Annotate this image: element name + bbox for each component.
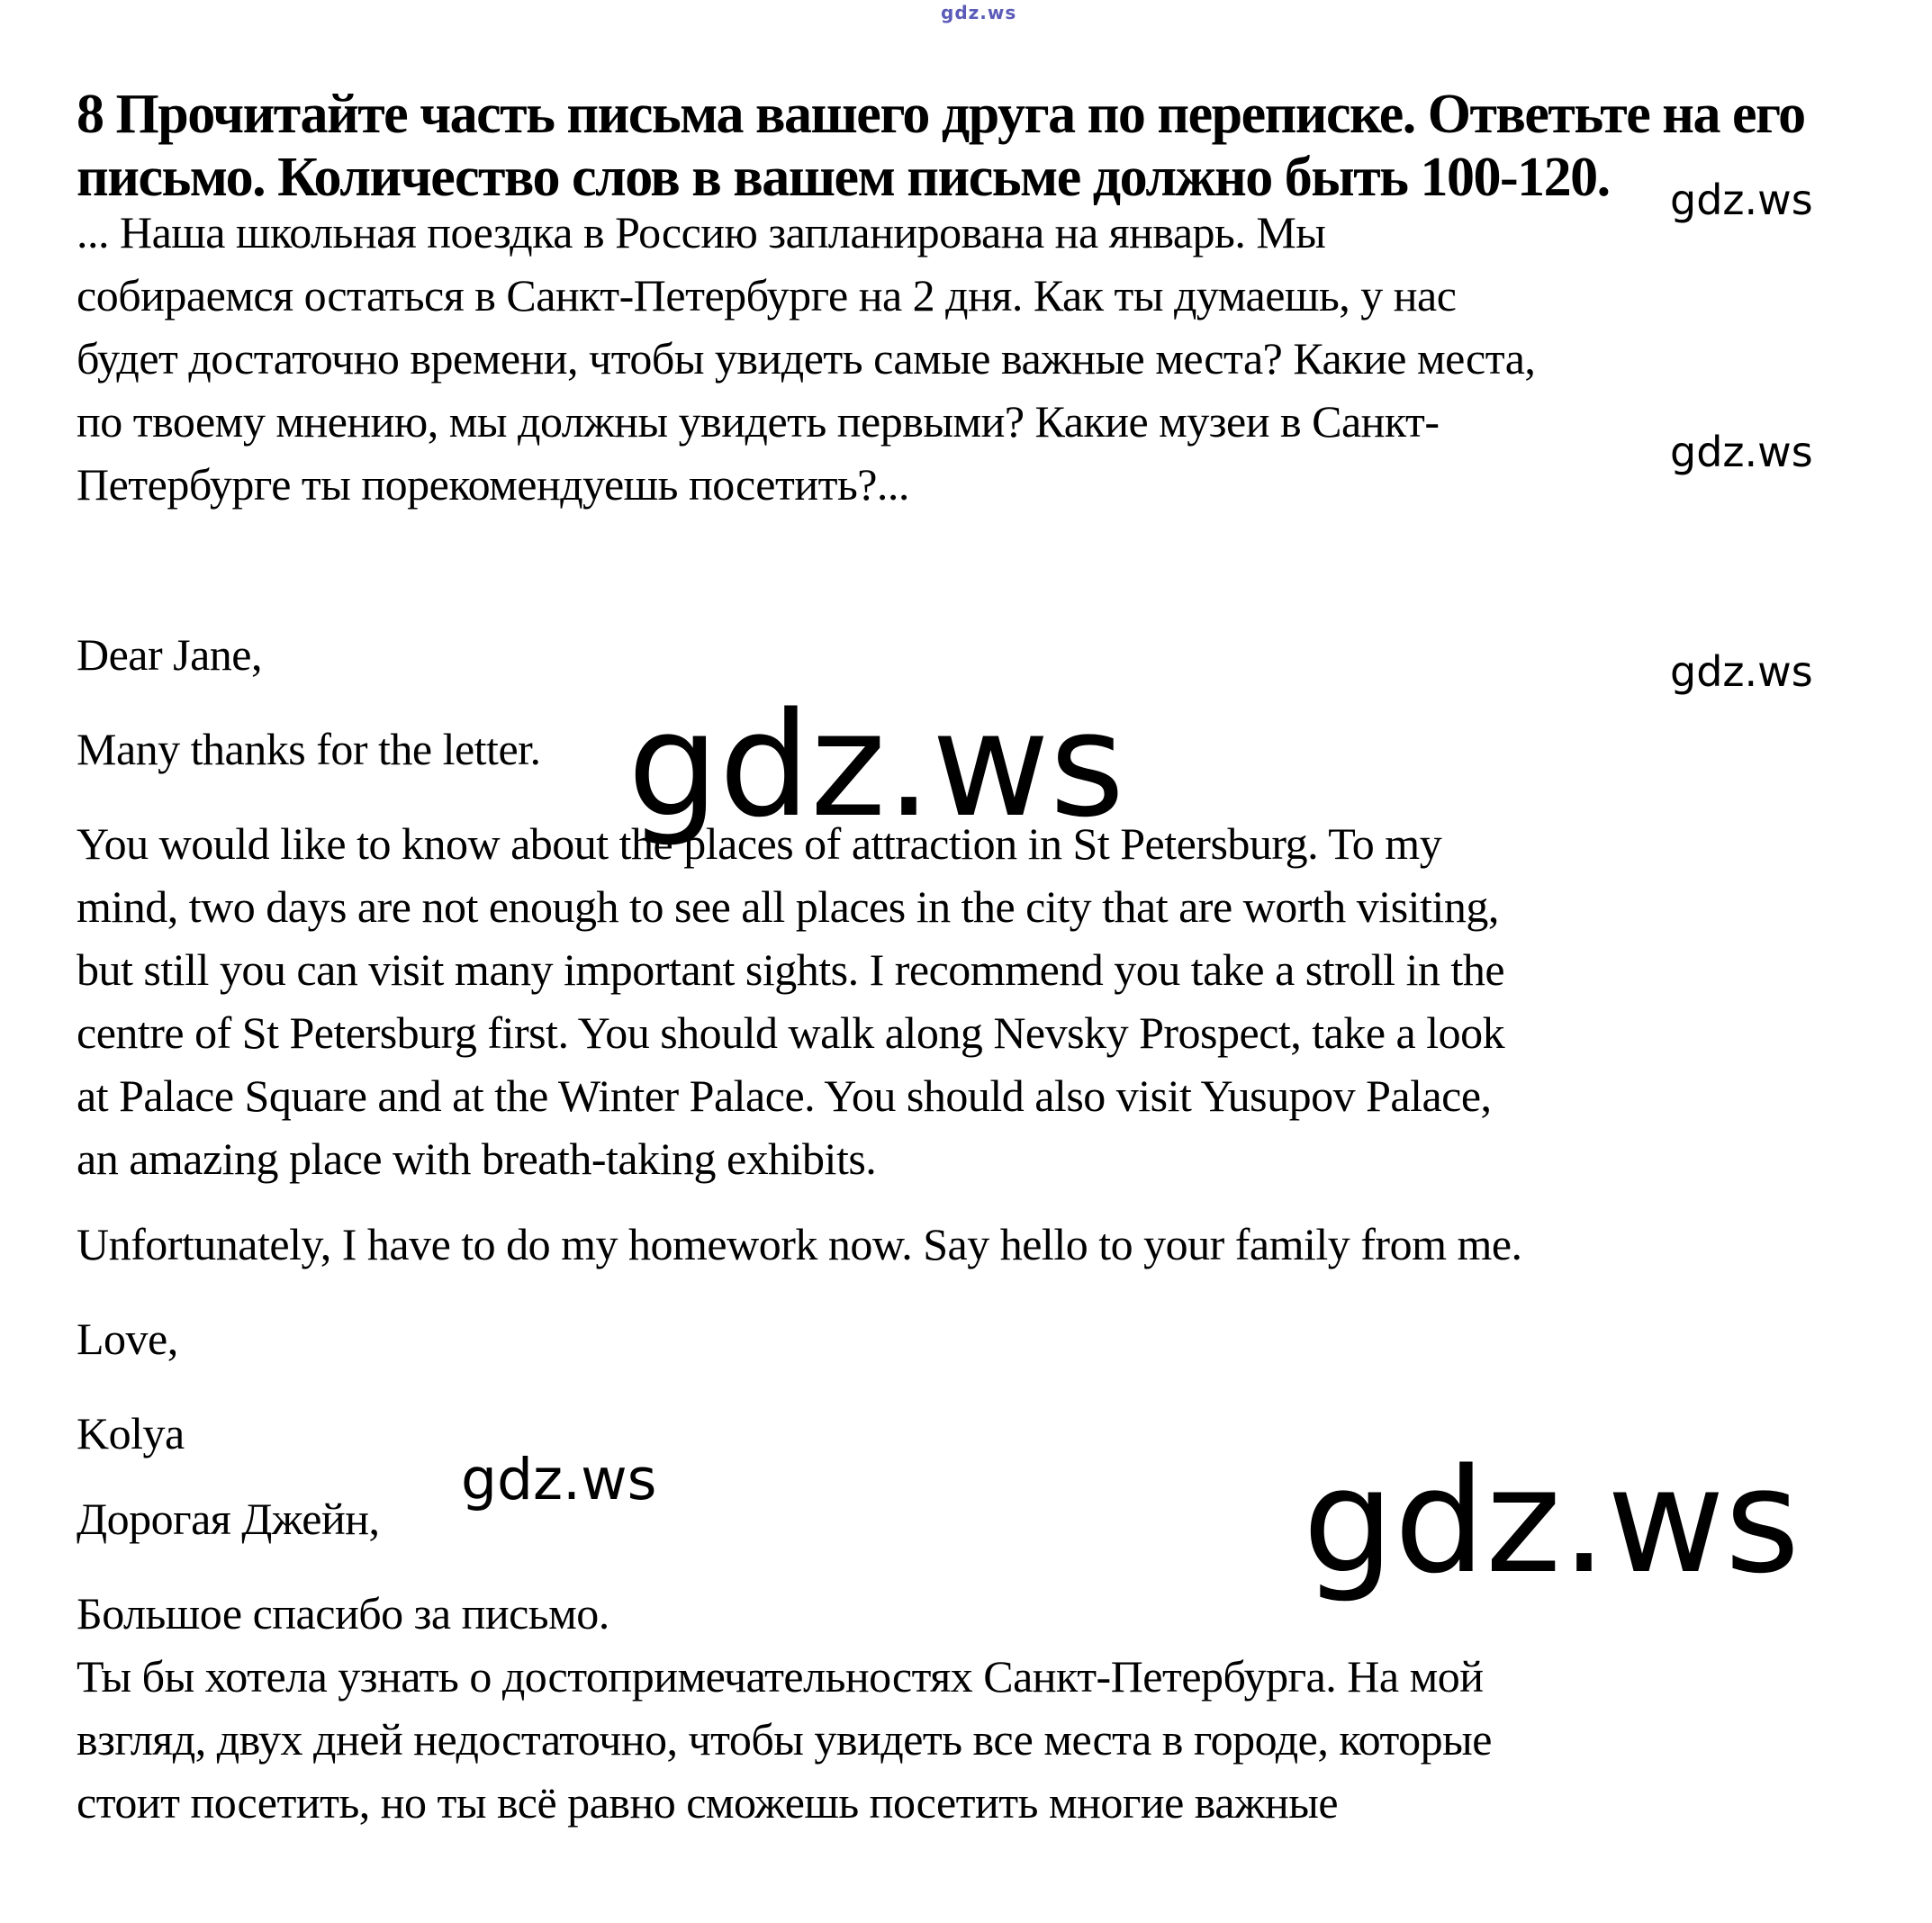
task-text-line-4: по твоему мнению, мы должны увидеть первыми? Какие музеи в Санкт- [77, 396, 1440, 447]
letter-en-body-line-5: at Palace Square and at the Winter Palace. You should also visit Yusupov Palace, [77, 1070, 1492, 1121]
letter-en-signature-line: Kolya [77, 1408, 185, 1458]
gdzws-watermark-mid-left: gdz.ws [461, 1447, 657, 1512]
assignment-heading-line-1: 8 Прочитайте часть письма вашего друга по переписке. Ответьте на его [77, 84, 1805, 145]
letter-en-thanks [77, 718, 541, 781]
letter-ru-body [77, 1645, 1492, 1834]
letter-en-salutation-line: Dear Jane, [77, 629, 262, 680]
letter-en-body [77, 812, 1504, 1190]
letter-ru-thanks-line: Большое спасибо за письмо. [77, 1588, 609, 1639]
gdzws-watermark-big-right: gdz.ws [1303, 1437, 1801, 1605]
letter-ru-body-line-3: стоит посетить, но ты всё равно сможешь посетить многие важные [77, 1777, 1339, 1828]
letter-en-body-line-6: an amazing place with breath-taking exhibits. [77, 1133, 877, 1184]
letter-en-body-line-3: but still you can visit many important sights. I recommend you take a stroll in the [77, 944, 1505, 995]
task-text [77, 201, 1535, 516]
letter-ru-thanks [77, 1582, 609, 1645]
letter-ru-salutation [77, 1487, 380, 1550]
letter-en-body-line-2: mind, two days are not enough to see all places in the city that are worth visiting, [77, 881, 1499, 932]
letter-en-signoff [77, 1307, 178, 1370]
letter-en-closing-line: Unfortunately, I have to do my homework now. Say hello to your family from me. [77, 1219, 1522, 1269]
letter-ru-body-line-2: взгляд, двух дней недостаточно, чтобы увидеть все места в городе, которые [77, 1714, 1492, 1765]
task-text-line-3: будет достаточно времени, чтобы увидеть самые важные места? Какие места, [77, 333, 1536, 384]
letter-en-thanks-line: Many thanks for the letter. [77, 724, 541, 774]
letter-en-salutation [77, 623, 262, 686]
gdzws-watermark-right-salutation: gdz.ws [1670, 647, 1813, 696]
letter-ru-salutation-line: Дорогая Джейн, [77, 1494, 380, 1544]
task-text-line-5: Петербурге ты порекомендуешь посетить?... [77, 459, 909, 510]
letter-en-signature [77, 1402, 185, 1465]
letter-en-signoff-line: Love, [77, 1314, 178, 1364]
letter-en-body-line-1: You would like to know about the places of attraction in St Petersburg. To my [77, 818, 1442, 869]
gdzws-watermark-top: gdz.ws [941, 2, 1017, 23]
gdzws-watermark-right-task: gdz.ws [1670, 428, 1813, 476]
task-text-line-2: собираемся остаться в Санкт-Петербурге на 2 дня. Как ты думаешь, у нас [77, 270, 1457, 320]
assignment-heading-line-2: письмо. Количество слов в вашем письме должно быть 100-120. [77, 147, 1610, 208]
gdzws-watermark-right-heading: gdz.ws [1670, 176, 1813, 224]
task-text-line-1: ... Наша школьная поездка в Россию запланирована на январь. Мы [77, 207, 1326, 257]
letter-en-body-line-4: centre of St Petersburg first. You should walk along Nevsky Prospect, take a look [77, 1007, 1505, 1058]
assignment-heading [77, 83, 1805, 209]
letter-en-closing [77, 1213, 1522, 1276]
gdzws-watermark-big-center: gdz.ws [627, 681, 1125, 849]
letter-ru-body-line-1: Ты бы хотела узнать о достопримечательностях Санкт-Петербурга. На мой [77, 1651, 1484, 1702]
